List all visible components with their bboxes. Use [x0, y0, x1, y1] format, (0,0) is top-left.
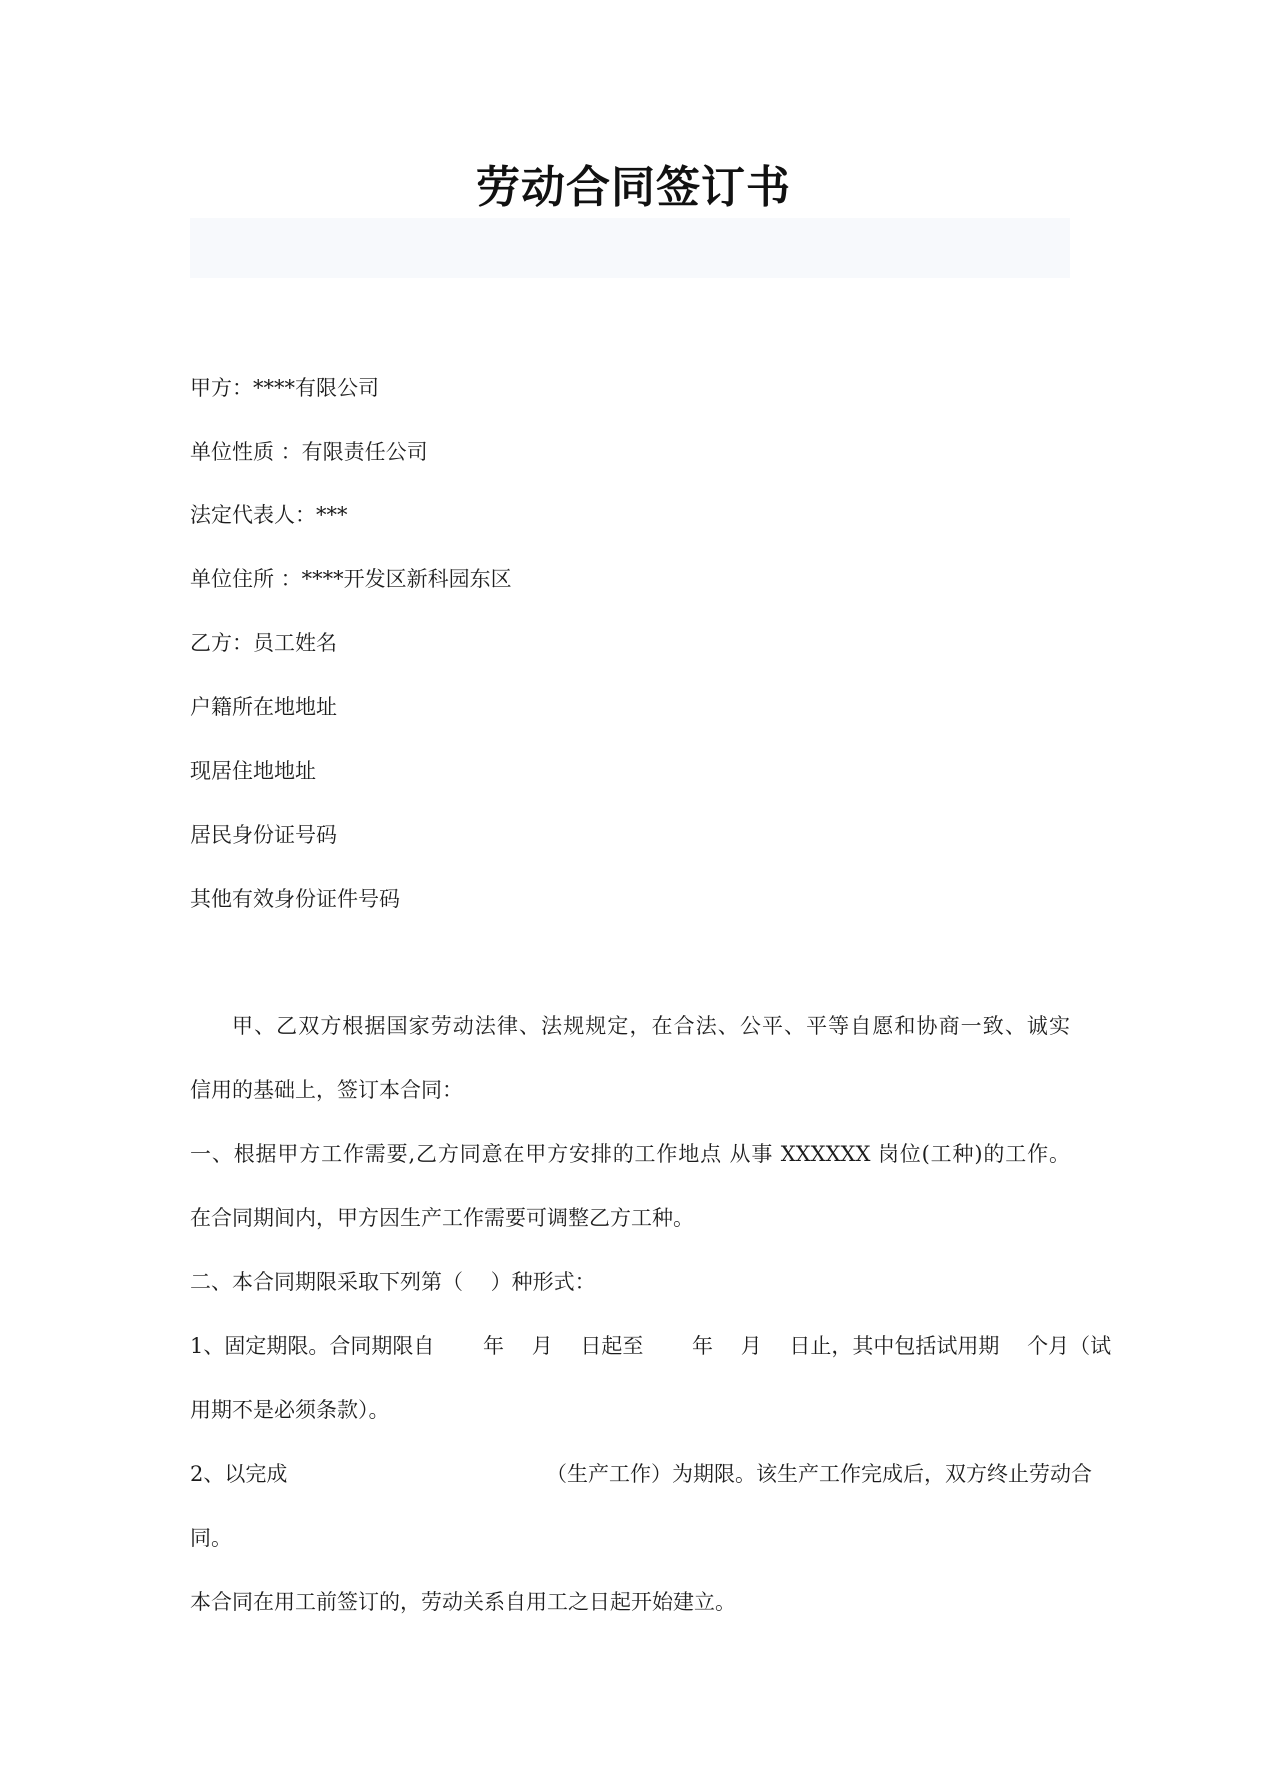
title-shading-band — [190, 218, 1070, 278]
household-address-line: 户籍所在地地址 — [190, 695, 337, 719]
clause-2-option-1-line-1: 1、固定期限。合同期限自 年 月 日起至 年 月 日止，其中包括试用期 个月（试 — [190, 1334, 1112, 1358]
clause-1-line-2: 在合同期间内，甲方因生产工作需要可调整乙方工种。 — [190, 1206, 694, 1230]
legal-representative-line: 法定代表人：*** — [190, 503, 348, 527]
clause-2-option-2-line-2: 同。 — [190, 1526, 232, 1550]
clause-2-option-1-line-2: 用期不是必须条款）。 — [190, 1398, 390, 1422]
id-number-line: 居民身份证号码 — [190, 823, 337, 847]
document-title: 劳动合同签订书 — [476, 162, 791, 213]
clause-2-option-2-line-1: 2、以完成 （生产工作）为期限。该生产工作完成后，双方终止劳动合 — [190, 1462, 1093, 1486]
party-a-line: 甲方：****有限公司 — [190, 376, 379, 400]
unit-address-line: 单位住所 ：****开发区新科园东区 — [190, 567, 512, 591]
preamble-line-1: 甲、乙双方根据国家劳动法律、法规规定，在合法、公平、平等自愿和协商一致、诚实 — [232, 1014, 1070, 1038]
preamble-line-2: 信用的基础上，签订本合同： — [190, 1078, 463, 1102]
labor-relation-statement: 本合同在用工前签订的，劳动关系自用工之日起开始建立。 — [190, 1590, 736, 1614]
clause-2-heading: 二、本合同期限采取下列第（ ）种形式： — [190, 1270, 596, 1294]
party-b-line: 乙方：员工姓名 — [190, 631, 337, 655]
other-id-number-line: 其他有效身份证件号码 — [190, 887, 400, 911]
unit-nature-line: 单位性质 ：有限责任公司 — [190, 440, 428, 464]
current-address-line: 现居住地地址 — [190, 759, 316, 783]
clause-1-line-1: 一、根据甲方工作需要,乙方同意在甲方安排的工作地点 从事 XXXXXX 岗位(工种)的工作。 — [190, 1142, 1070, 1166]
